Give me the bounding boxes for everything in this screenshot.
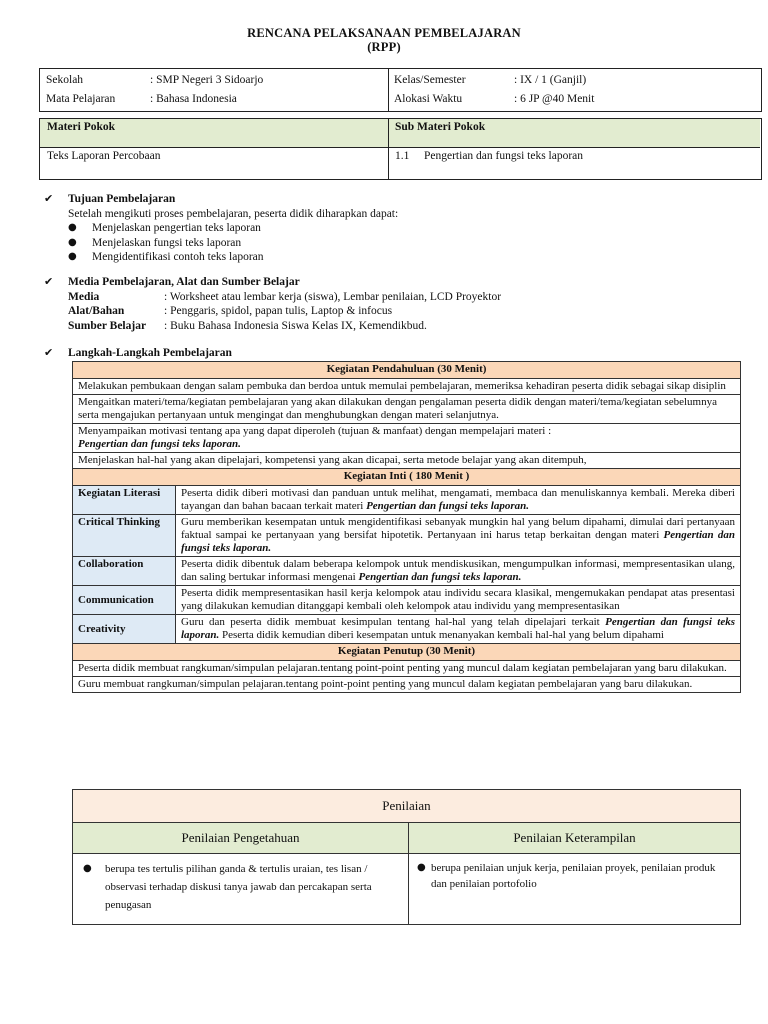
class-value: : IX / 1 (Ganjil) [514,73,587,86]
pengetahuan-cell: ● berupa tes tertulis pilihan ganda & tertulis uraian, tes lisan / observasi terhadap diskusi tanya jawab dan percakapan serta penugasan [73,854,409,925]
media-row: Media : Worksheet atau lembar kerja (siswa), Lembar penilaian, LCD Proyektor [68,290,502,303]
table-row: Menyampaikan motivasi tentang apa yang dapat diperoleh (tujuan & manfaat) dengan mempelajari materi : Pengertian dan fungsi teks laporan. [73,424,741,453]
inti-text: Peserta didik dibentuk dalam beberapa kelompok untuk mendiskusikan, mengumpulkan informasi, mempresentasikan ulang, dan saling bertukar informasi mengenai Pengertian dan fungsi teks laporan. [176,557,741,586]
materi-pokok-value: Teks Laporan Percobaan [47,150,161,162]
sub-materi-number: 1.1 [395,150,410,162]
penutup-header: Kegiatan Penutup (30 Menit) [73,644,741,661]
tujuan-heading: Tujuan Pembelajaran [68,193,176,205]
langkah-section [44,346,738,361]
sub-materi-header: Sub Materi Pokok [395,121,486,133]
materi-divider [388,119,389,179]
penilaian-title: Penilaian [73,790,741,823]
bullet-icon: ● [68,236,77,248]
inti-label: Critical Thinking [73,515,176,557]
table-row [73,486,741,515]
list-item: ● Menjelaskan pengertian teks laporan [68,222,261,234]
media-heading: Media Pembelajaran, Alat dan Sumber Belajar [68,276,300,288]
media-row: Alat/Bahan : Penggaris, spidol, papan tulis, Laptop & infocus [68,305,393,317]
inti-label: Collaboration [73,557,176,586]
pengetahuan-header: Penilaian Pengetahuan [73,823,409,854]
inti-text: Peserta didik mempresentasikan hasil kerja kelompok atau individu secara klasikal, mengemukakan pendapat atas presentasi yang dilakukan kemudian ditanggapi kembali oleh kelompok atau individu yang mempresentasikan [176,586,741,615]
sub-materi-value: Pengertian dan fungsi teks laporan [424,150,584,162]
document-subtitle: (RPP) [367,40,401,54]
inti-text: Guru memberikan kesempatan untuk mengidentifikasi sebanyak mungkin hal yang belum dipahami, dimulai dari pertanyaan faktual sampai ke pertanyaan yang bersifat hipotetik. Pertanyaan ini harus tetap berkaitan dengan materi Pengertian dan fungsi teks laporan. [176,515,741,557]
tujuan-intro: Setelah mengikuti proses pembelajaran, peserta didik diharapkan dapat: [68,207,399,220]
document-title: RENCANA PELAKSANAAN PEMBELAJARAN [247,26,521,40]
inti-label: Communication [73,586,176,615]
list-item: ● Mengidentifikasi contoh teks laporan [68,251,264,263]
list-item: ● Menjelaskan fungsi teks laporan [68,236,242,249]
table-row: Melakukan pembukaan dengan salam pembuka dan berdoa untuk memulai pembelajaran, memeriksa kehadiran peserta didik sebagai sikap disiplin [73,379,741,395]
info-divider [388,69,389,111]
bullet-icon: ● [417,862,426,873]
table-row: Peserta didik membuat rangkuman/simpulan pelajaran.tentang point-point penting yang muncul dalam kegiatan pembelajaran yang baru dilakukan. [73,661,741,677]
table-row [73,515,741,557]
table-row [73,557,741,586]
materi-pokok-header: Materi Pokok [47,121,116,133]
inti-text: Peserta didik diberi motivasi dan panduan untuk melihat, mengamati, membaca dan menuliskannya kembali. Mereka diberi tayangan dan bahan bacaan terkait materi Pengertian dan fungsi teks laporan. [176,486,741,515]
table-row: Menjelaskan hal-hal yang akan dipelajari, kompetensi yang akan dicapai, serta metode belajar yang akan ditempuh, [73,453,741,469]
keterampilan-cell: ● berupa penilaian unjuk kerja, penilaian proyek, penilaian produk dan penilaian portofolio [409,854,741,925]
table-row [73,615,741,644]
keterampilan-header: Penilaian Keterampilan [409,823,741,854]
school-value: : SMP Negeri 3 Sidoarjo [150,73,264,86]
table-row: Guru membuat rangkuman/simpulan pelajaran.tentang point-point penting yang muncul dalam kegiatan pembelajaran yang baru dilakukan. [73,677,741,693]
tujuan-section [44,192,738,265]
bullet-icon: ● [68,222,77,233]
materi-box [39,118,762,180]
inti-text: Guru dan peserta didik membuat kesimpulan tentang hal-hal yang telah dipelajari terkait Pengertian dan fungsi teks laporan. Peserta didik kemudian diberi kesempatan untuk menanyakan kembali hal-hal yang belum dipahami [176,615,741,644]
subject-label: Mata Pelajaran [46,92,116,105]
class-label: Kelas/Semester [394,73,466,86]
pendahuluan-header: Kegiatan Pendahuluan (30 Menit) [73,362,741,379]
time-label: Alokasi Waktu [394,92,463,105]
langkah-heading: Langkah-Langkah Pembelajaran [68,347,232,359]
table-row: Mengaitkan materi/tema/kegiatan pembelajaran yang akan dilakukan dengan pengalaman peserta didik dengan materi/tema/kegiatan sebelumnya serta mengajukan pertanyaan untuk mengingat dan menghubungkan dengan materi selanjutnya. [73,395,741,424]
inti-label: Creativity [73,615,176,644]
inti-header: Kegiatan Inti ( 180 Menit ) [73,469,741,486]
info-box [39,68,762,112]
bullet-icon: ● [68,251,77,262]
time-value: : 6 JP @40 Menit [514,92,595,105]
table-row [73,586,741,615]
media-row: Sumber Belajar : Buku Bahasa Indonesia Siswa Kelas IX, Kemendikbud. [68,319,427,332]
subject-value: : Bahasa Indonesia [150,92,237,105]
inti-label: Kegiatan Literasi [73,486,176,515]
check-icon: ✔ [44,346,54,359]
media-section [44,275,738,333]
penilaian-table [72,789,741,925]
langkah-table [72,361,741,693]
bullet-icon: ● [83,863,92,874]
check-icon: ✔ [44,275,54,288]
check-icon: ✔ [44,192,54,205]
school-label: Sekolah [46,73,84,86]
